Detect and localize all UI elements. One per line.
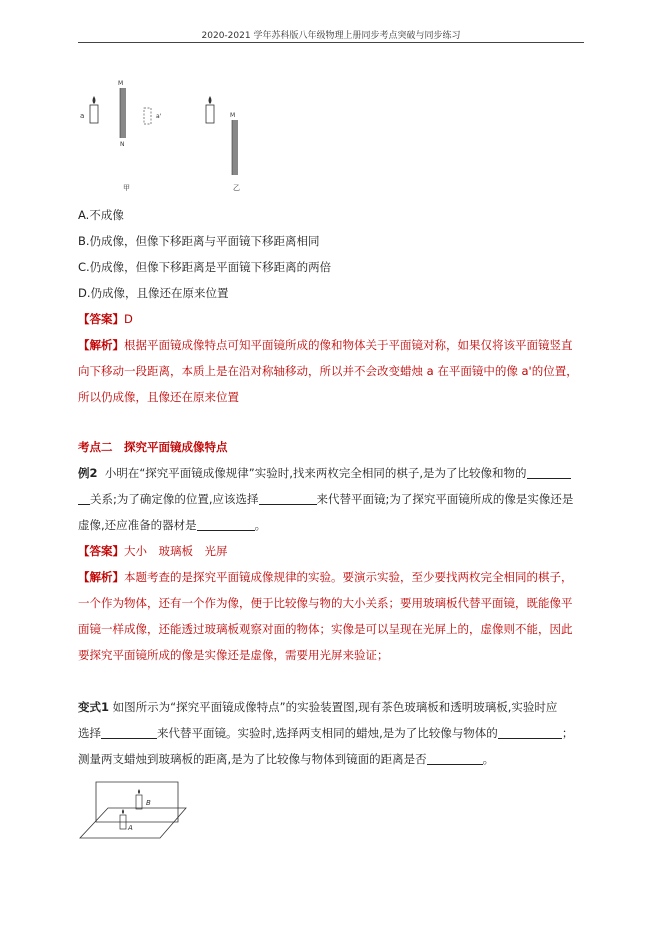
- analysis-tag-2: 【解析】: [78, 570, 124, 584]
- section-title: 考点二 探究平面镜成像特点: [78, 440, 228, 454]
- blank-v1[interactable]: [101, 726, 157, 739]
- header-divider: [78, 42, 584, 43]
- blank-1a[interactable]: [527, 466, 571, 479]
- variant-1-line-2: 选择 来代替平面镜。实验时,选择两支相同的蜡烛,是为了比较像与物体的 ；: [78, 726, 574, 740]
- example-2-line-3: 虚像,还应准备的器材是 。: [78, 518, 267, 532]
- page-header: 2020-2021 学年苏科版八年级物理上册同步考点突破与同步练习: [201, 31, 461, 41]
- example-2-line-2: 关系;为了确定像的位置,应该选择 来代替平面镜;为了探究平面镜所成的像是实像还是: [78, 490, 573, 508]
- image-label-a-prime: a': [156, 113, 162, 120]
- mirror-right-label-m: M: [230, 112, 236, 119]
- mirror-label-n: N: [120, 141, 125, 148]
- option-a: A.不成像: [78, 208, 124, 222]
- mirror-label-m: M: [118, 80, 124, 87]
- answer-1: [78, 310, 133, 328]
- glass-plate: [96, 782, 178, 822]
- mirror-right: [232, 120, 238, 175]
- answer-tag: 【答案】: [78, 312, 124, 326]
- candle-flame: [93, 96, 96, 104]
- answer-2: [78, 542, 228, 560]
- variant-1-line-1: 变式1 如图所示为“探究平面镜成像特点”的实验装置图,现有茶色玻璃板和透明玻璃板,实验时应: [78, 700, 558, 714]
- label-a: A: [128, 824, 133, 832]
- blank-v3[interactable]: [427, 752, 483, 765]
- variant-1-line-3: 测量两支蜡烛到玻璃板的距离,是为了比较像与物体到镜面的距离是否 。: [78, 752, 495, 766]
- option-c: C.仍成像，但像下移距离是平面镜下移距离的两倍: [78, 260, 332, 274]
- plane-mirror-apparatus-figure: [78, 780, 193, 842]
- mirror-left: [120, 88, 126, 138]
- answer-value-2: 大小 玻璃板 光屏: [124, 544, 228, 558]
- answer-value: D: [124, 312, 133, 326]
- label-jia: 甲: [123, 184, 130, 192]
- analysis-1-line-1: 【解析】根据平面镜成像特点可知平面镜所成的像和物体关于平面镜对称，如果仅将该平面镜竖直: [78, 338, 573, 352]
- analysis-2-line-2: 一个作为物体，还有一个作为像，便于比较像与物的大小关系；要用玻璃板代替平面镜，既能像平: [78, 596, 573, 610]
- candle-a-right: [206, 105, 214, 123]
- blank-2[interactable]: [259, 492, 317, 505]
- analysis-1-line-3: 所以仍成像，且像还在原来位置: [78, 390, 239, 404]
- option-b: B.仍成像，但像下移距离与平面镜下移距离相同: [78, 234, 320, 248]
- candle-a: [90, 105, 98, 123]
- example-label: 例2: [78, 466, 98, 480]
- candle-b: [136, 795, 142, 809]
- analysis-2-line-3: 面镜一样成像，还能透过玻璃板观察对面的物体；实像是可以呈现在光屏上的，虚像则不能，因此: [78, 622, 573, 636]
- object-label-a: a: [80, 112, 85, 120]
- analysis-2-line-4: 要探究平面镜所成的像是实像还是虚像，需要用光屏来验证；: [78, 648, 389, 662]
- answer-tag-2: 【答案】: [78, 544, 124, 558]
- mirror-candle-figure: [78, 80, 278, 195]
- blank-1b[interactable]: [78, 492, 90, 505]
- blank-v2[interactable]: [498, 726, 562, 739]
- label-b: B: [146, 799, 151, 807]
- option-d: D.仍成像，且像还在原来位置: [78, 286, 229, 300]
- analysis-2-line-1: 【解析】本题考查的是探究平面镜成像规律的实验。要演示实验，至少要找两枚完全相同的棋子，: [78, 570, 573, 584]
- candle-image: [144, 108, 151, 124]
- analysis-tag: 【解析】: [78, 338, 124, 352]
- analysis-1-line-2: 向下移动一段距离，本质上是在沿对称轴移动，所以并不会改变蜡烛 a 在平面镜中的像 a'的位置，: [78, 364, 578, 378]
- variant-label: 变式1: [78, 700, 110, 714]
- example-2-line-1: 例2 小明在“探究平面镜成像规律”实验时,找来两枚完全相同的棋子,是为了比较像和物的: [78, 464, 571, 482]
- label-yi: 乙: [233, 184, 240, 192]
- blank-3[interactable]: [197, 518, 255, 531]
